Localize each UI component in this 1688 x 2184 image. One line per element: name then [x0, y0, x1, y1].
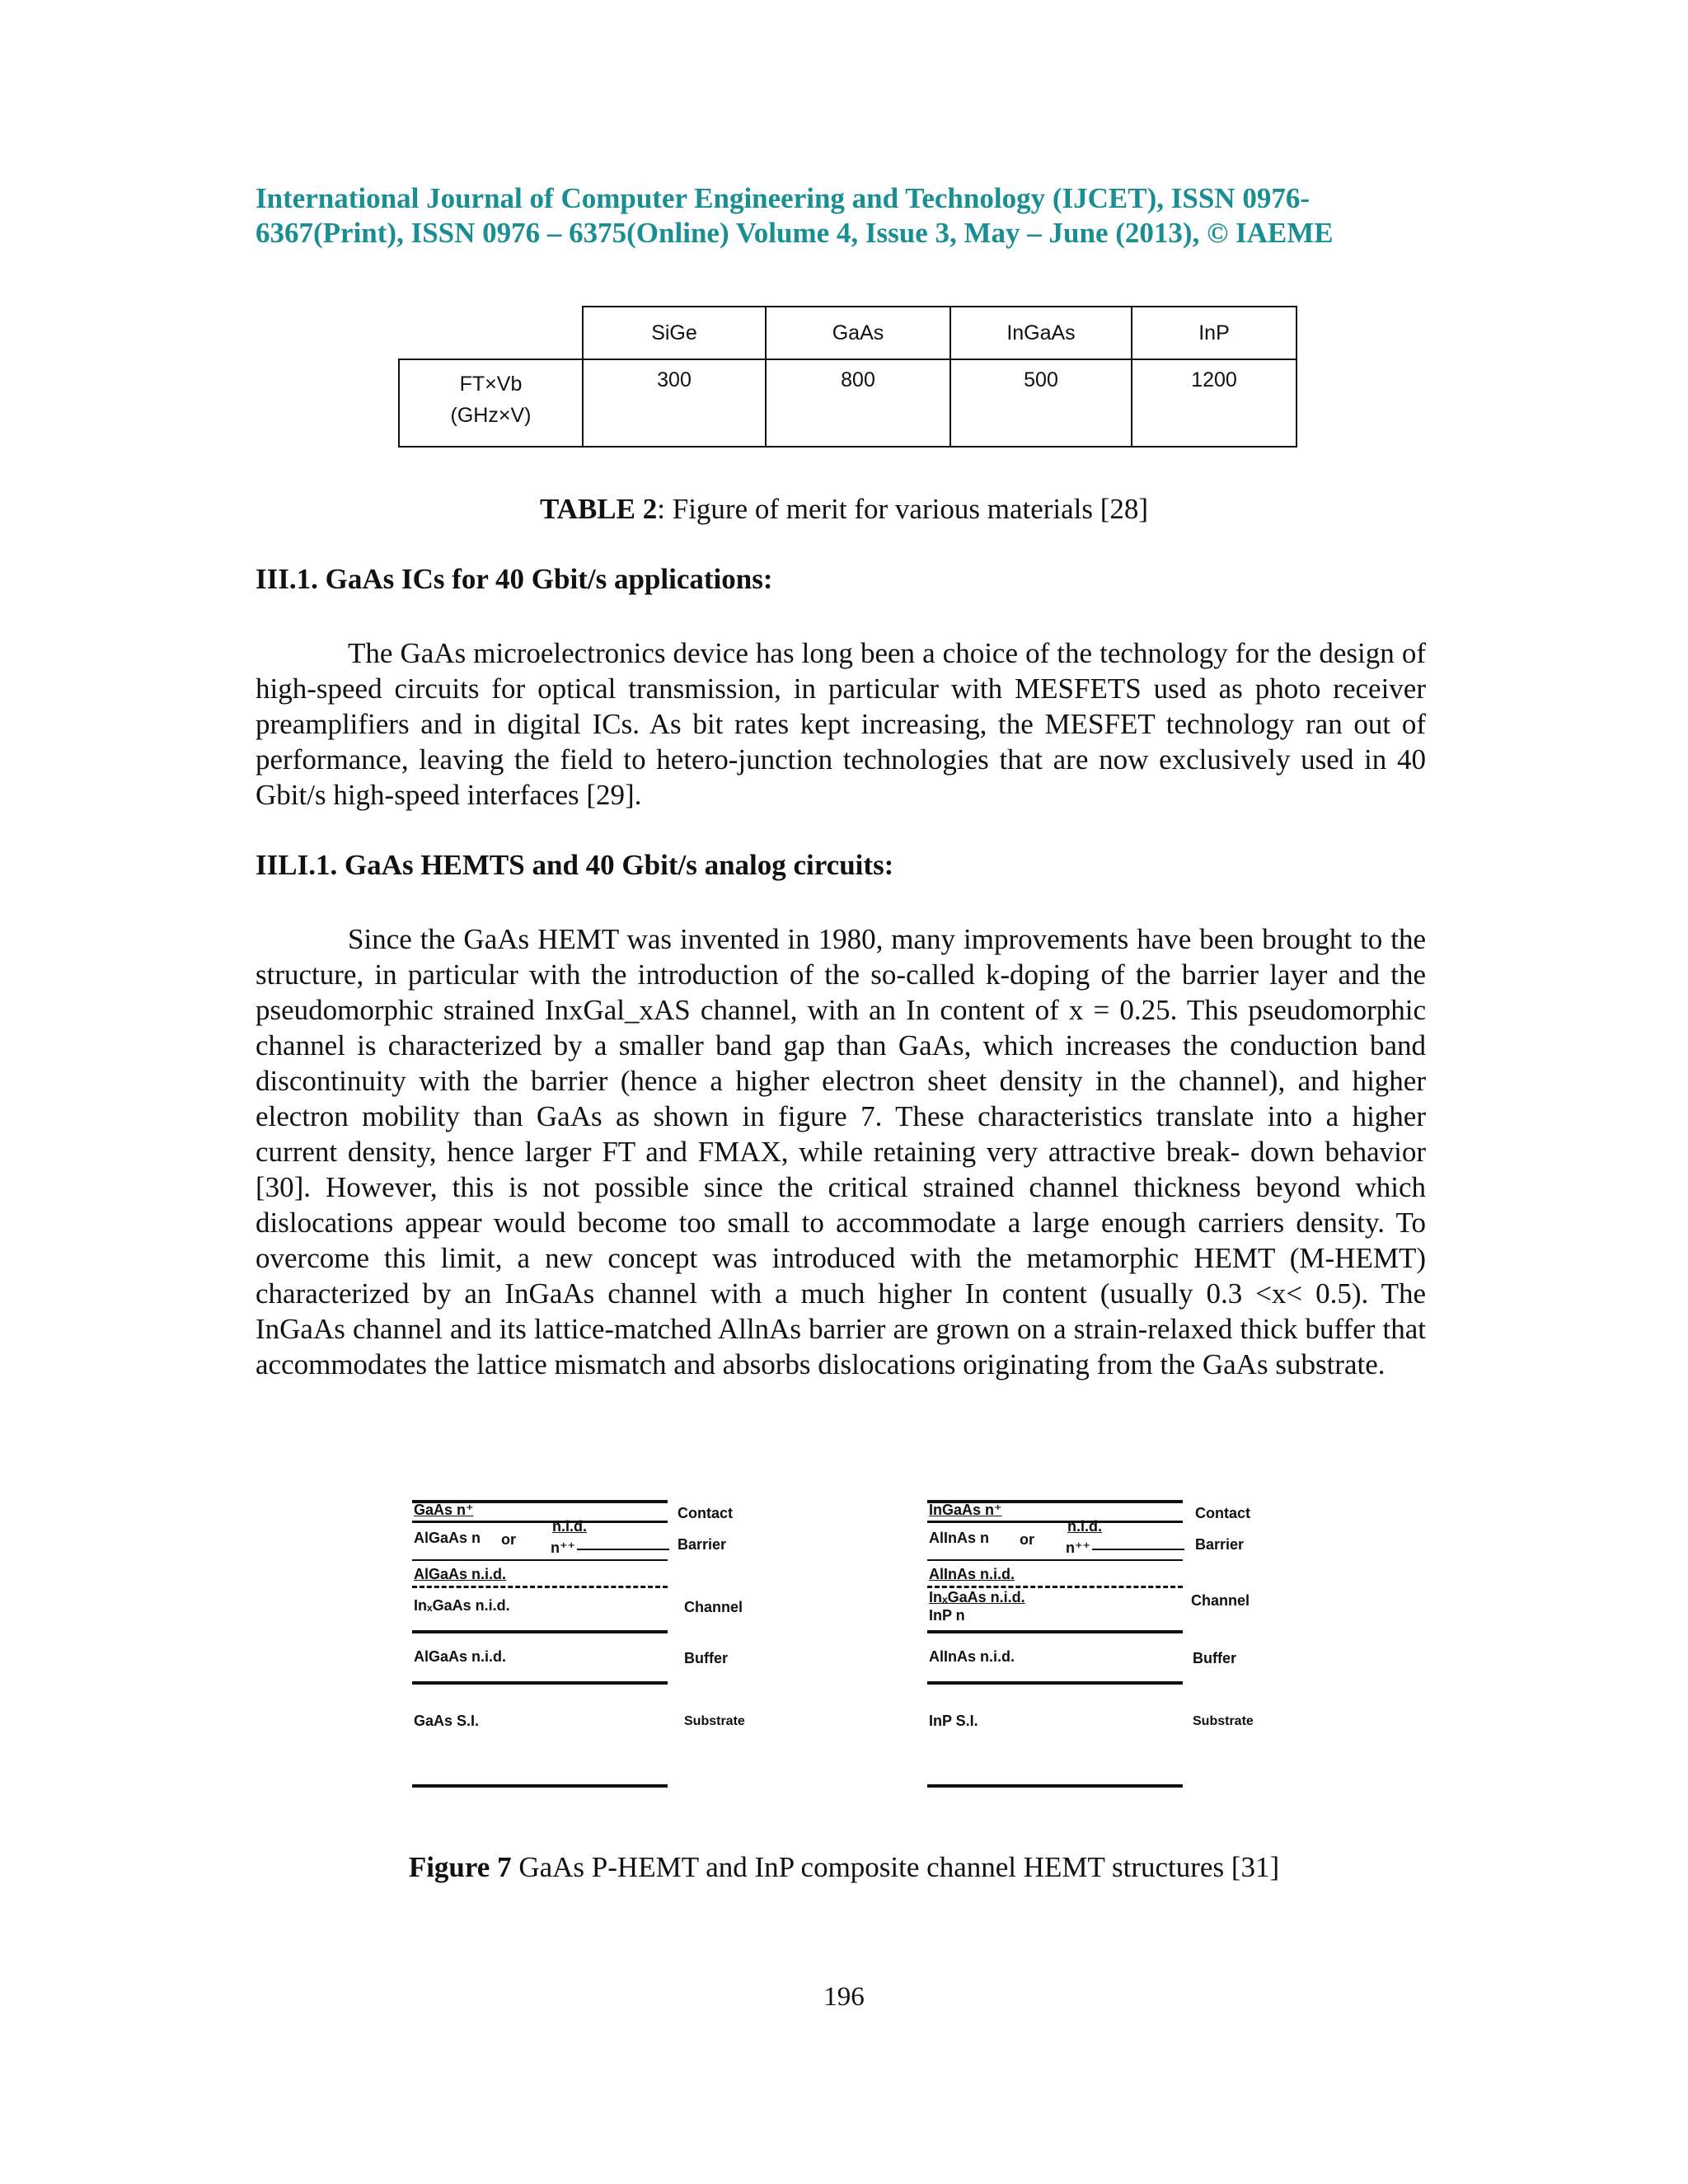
substrate-label: Substrate [684, 1714, 745, 1728]
layer-line [927, 1784, 1183, 1788]
table-header-row [399, 307, 1296, 359]
layer-line [412, 1559, 668, 1561]
paragraph-text: Since the GaAs HEMT was invented in 1980, many improvements have been brought to the structure, in particular with the introduction of the so-called k-doping of the barrier layer and the pseudomorphic strained InxGal_xAS channel, with an In content of x = 0.25. This pseudomorphic channel is characterized by a smaller band gap than GaAs, which increases the conduction band discontinuity with the barrier (hence a higher electron sheet density in the channel), and higher electron mobility than GaAs as shown in figure 7. These characteristics translate into a higher current density, hence larger FT and FMAX, while retaining very attractive break- down behavior [30]. However, this is not possible since the critical strained channel thickness beyond which dislocations appear would become too small to accommodate a large enough carriers density. To overcome this limit, a new concept was introduced with the metamorphic HEMT (M-HEMT) characterized by an InGaAs channel with a much higher In content (usually 0.3 <x< 0.5). The InGaAs channel and its lattice-matched AllnAs barrier are grown on a strain-relaxed thick buffer that accommodates the lattice mismatch and absorbs dislocations originating from the GaAs substrate. [256, 923, 1426, 1380]
dashed-layer-line [412, 1586, 668, 1588]
row-label-line-1: FT×Vb [459, 373, 523, 396]
figure-left-structure [412, 1483, 841, 1813]
channel-label: Channel [1191, 1592, 1250, 1609]
channel-layer-label: InₓGaAs n.i.d. [929, 1589, 1025, 1605]
channel-label: Channel [684, 1599, 743, 1615]
section-paragraph-1 [256, 635, 1426, 813]
npp-label: n⁺⁺ [551, 1540, 575, 1556]
barrier-layer-label: AlGaAs n [414, 1530, 481, 1546]
contact-layer-label: InGaAs n⁺ [929, 1502, 1002, 1518]
layer-line [927, 1630, 1183, 1633]
section-heading-2: IILI.1. GaAs HEMTS and 40 Gbit/s analog circuits: [256, 849, 894, 881]
table-caption [0, 493, 1688, 526]
layer-line [412, 1630, 668, 1633]
barrier-nid-layer-label: AlInAs n.i.d. [929, 1566, 1015, 1582]
or-label: or [501, 1531, 516, 1548]
channel-layer-label: InₓGaAs n.i.d. [414, 1597, 510, 1614]
figure-caption [0, 1851, 1688, 1884]
journal-header [256, 181, 1426, 251]
barrier-nid-layer-label: AlGaAs n.i.d. [414, 1566, 507, 1582]
layer-line [1092, 1549, 1184, 1550]
table-corner-cell [399, 307, 583, 359]
nid-label: n.i.d. [552, 1518, 587, 1535]
table-column-header: InGaAs [950, 307, 1132, 359]
layer-line [927, 1521, 1183, 1523]
table-cell: 300 [583, 359, 766, 447]
paragraph-text: The GaAs microelectronics device has long been a choice of the technology for the design of high-speed circuits for optical transmission, in particular with MESFETS used as photo receiver preamplifiers and in digital ICs. As bit rates kept increasing, the MESFET technology ran out of performance, leaving the field to hetero-junction technologies that are now exclusively used in 40 Gbit/s high-speed interfaces [29]. [256, 637, 1426, 811]
table-column-header: InP [1132, 307, 1296, 359]
figure-caption-text: GaAs P-HEMT and InP composite channel HEMT structures [31] [511, 1851, 1280, 1883]
nid-label: n.i.d. [1067, 1518, 1102, 1535]
section-paragraph-2 [256, 921, 1426, 1382]
layer-line [412, 1784, 668, 1788]
journal-header-line-1: International Journal of Computer Engineering and Technology (IJCET), ISSN 0976- [256, 182, 1310, 214]
journal-header-line-2: 6367(Print), ISSN 0976 – 6375(Online) Volume 4, Issue 3, May – June (2013), © IAEME [256, 217, 1334, 249]
table-row-header [399, 359, 583, 447]
contact-layer-label: GaAs n⁺ [414, 1502, 474, 1518]
table-cell: 1200 [1132, 359, 1296, 447]
substrate-layer-label: InP S.I. [929, 1713, 978, 1729]
or-label: or [1020, 1531, 1034, 1548]
channel-layer-2-label: InP n [929, 1607, 965, 1624]
layer-line [927, 1559, 1183, 1561]
buffer-layer-label: AlGaAs n.i.d. [414, 1648, 507, 1665]
barrier-label: Barrier [678, 1536, 727, 1553]
contact-label: Contact [1195, 1505, 1250, 1521]
buffer-label: Buffer [1193, 1650, 1236, 1666]
table-cell: 800 [766, 359, 950, 447]
figure-caption-label: Figure 7 [408, 1851, 512, 1883]
barrier-label: Barrier [1195, 1536, 1245, 1553]
dashed-layer-line [927, 1586, 1183, 1588]
barrier-layer-label: AlInAs n [929, 1530, 990, 1546]
figure-of-merit-table [398, 306, 1297, 448]
page-number: 196 [823, 1982, 865, 2012]
table-column-header: GaAs [766, 307, 950, 359]
layer-line [412, 1681, 668, 1685]
row-label-line-2: (GHz×V) [450, 404, 532, 427]
contact-label: Contact [678, 1505, 733, 1521]
substrate-label: Substrate [1193, 1714, 1254, 1728]
substrate-layer-label: GaAs S.I. [414, 1713, 480, 1729]
section-heading-1: III.1. GaAs ICs for 40 Gbit/s applications: [256, 563, 773, 595]
table-column-header: SiGe [583, 307, 766, 359]
layer-line [927, 1681, 1183, 1685]
table-caption-text: : Figure of merit for various materials [28] [657, 493, 1149, 525]
table-row [399, 359, 1296, 447]
table-caption-label: TABLE 2 [539, 493, 658, 525]
buffer-label: Buffer [684, 1650, 728, 1666]
table-cell: 500 [950, 359, 1132, 447]
npp-label: n⁺⁺ [1066, 1540, 1090, 1556]
layer-line [412, 1521, 668, 1523]
figure-right-structure [927, 1483, 1356, 1813]
buffer-layer-label: AlInAs n.i.d. [929, 1648, 1015, 1665]
layer-line [577, 1549, 669, 1550]
